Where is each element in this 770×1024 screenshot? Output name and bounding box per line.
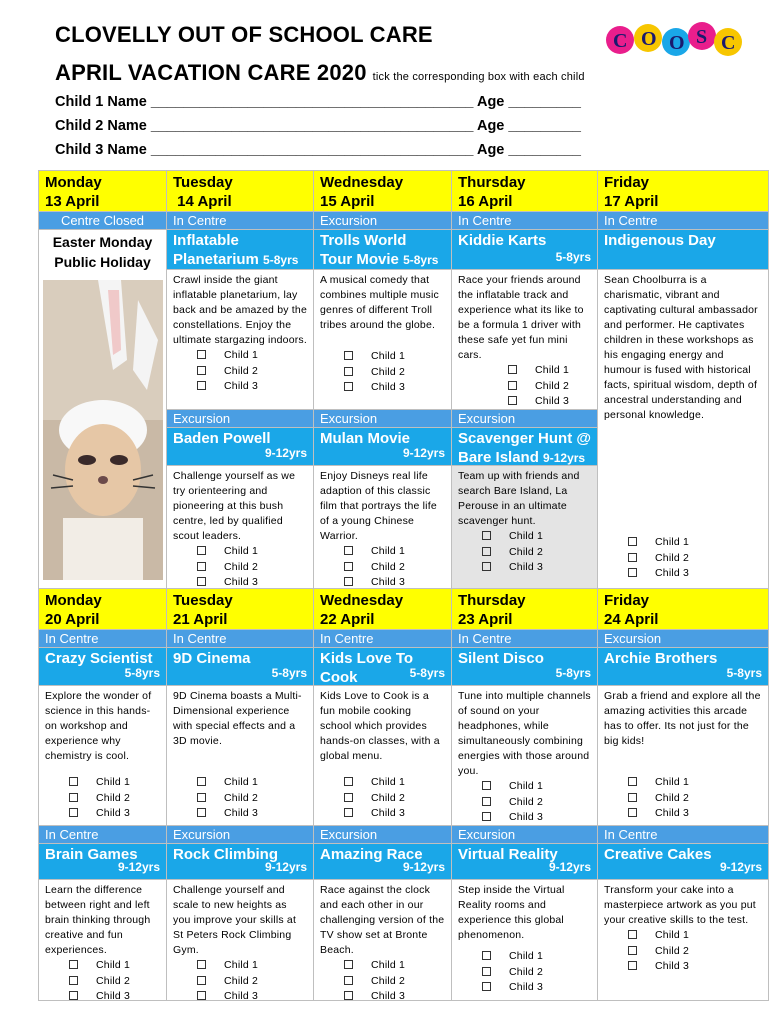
child-3-checkbox[interactable]: Child 3 — [69, 806, 160, 822]
activity-description: Race against the clock and each other in our challenging version of the TV show set at Bronte Beach. Child 1 Child 2 Child 3 — [314, 880, 452, 1001]
activity-title: Indigenous Day — [598, 230, 769, 270]
child-checkboxes — [604, 928, 762, 975]
status-tag: In Centre — [598, 212, 769, 230]
child-2-checkbox[interactable]: Child 2 — [482, 965, 591, 981]
status-tag: In Centre — [452, 212, 598, 230]
instruction-text: tick the corresponding box with each child — [372, 71, 585, 83]
activity-title: Virtual Reality 9-12yrs — [452, 844, 598, 880]
child-3-checkbox[interactable]: Child 3 — [197, 806, 307, 822]
child-2-checkbox[interactable]: Child 2 — [344, 791, 445, 807]
child-1-checkbox[interactable]: Child 1 — [197, 775, 307, 791]
activity-title: Amazing Race 9-12yrs — [314, 844, 452, 880]
child-checkboxes — [173, 958, 307, 1001]
svg-text:C: C — [721, 32, 736, 54]
activity-description: Transform your cake into a masterpiece artwork as you put your creative skills to the test. Child 1 Child 2 Child 3 — [598, 880, 769, 1001]
child-2-checkbox[interactable]: Child 2 — [197, 974, 307, 990]
child-3-checkbox[interactable]: Child 3 — [344, 989, 445, 1001]
status-tag: Centre Closed — [39, 212, 167, 230]
activity-title: Silent Disco 5-8yrs — [452, 648, 598, 686]
status-tag: Excursion — [452, 410, 598, 428]
child-photo — [43, 280, 163, 580]
child-3-checkbox[interactable]: Child 3 — [628, 959, 762, 975]
activity-description: Grab a friend and explore all the amazing activities this arcade has to offer. Its not just for the big kids! Child 1 Child 2 Child 3 — [598, 686, 769, 826]
child-checkboxes — [604, 535, 762, 582]
activity-title: Archie Brothers 5-8yrs — [598, 648, 769, 686]
child-1-checkbox[interactable]: Child 1 — [628, 775, 762, 791]
status-tag: In Centre — [452, 630, 598, 648]
status-tag: Excursion — [452, 826, 598, 844]
child-2-checkbox[interactable]: Child 2 — [344, 560, 445, 576]
child-1-checkbox[interactable]: Child 1 — [344, 775, 445, 791]
page-subtitle — [55, 60, 585, 86]
child-3-checkbox[interactable]: Child 3 — [628, 566, 762, 582]
status-tag: Excursion — [314, 826, 452, 844]
child-3-checkbox[interactable]: Child 3 — [197, 575, 307, 589]
child-2-checkbox[interactable]: Child 2 — [344, 974, 445, 990]
activity-title: Inflatable Planetarium 5-8yrs — [167, 230, 314, 270]
child-3-checkbox[interactable]: Child 3 — [344, 575, 445, 589]
child-1-checkbox[interactable]: Child 1 — [197, 958, 307, 974]
child-checkboxes — [173, 775, 307, 822]
child-checkboxes — [45, 775, 160, 822]
child-checkboxes — [45, 958, 160, 1001]
activity-title: Mulan Movie 9-12yrs — [314, 428, 452, 466]
status-tag: In Centre — [167, 212, 314, 230]
child-2-checkbox[interactable]: Child 2 — [197, 560, 307, 576]
child-2-checkbox[interactable]: Child 2 — [69, 974, 160, 990]
child-2-checkbox[interactable]: Child 2 — [197, 364, 307, 380]
child-3-checkbox[interactable]: Child 3 — [482, 560, 591, 576]
activity-description: Sean Choolburra is a charismatic, vibrant and captivating cultural ambassador and performer. He captivates children in these workshops as his engaging energy and humour is fused with historical facts, spiritual wisdom, depth of ancestral understanding and personal knowledge. Child 1 Child 2 Child 3 — [598, 270, 769, 589]
day-header: Wednesday 22 April — [314, 589, 452, 630]
activity-description: A musical comedy that combines multiple music genres of different Troll tribes around the globe. Child 1 Child 2 Child 3 — [314, 270, 452, 410]
child-1-checkbox[interactable]: Child 1 — [69, 775, 160, 791]
activity-title: Brain Games 9-12yrs — [39, 844, 167, 880]
child-3-checkbox[interactable]: Child 3 — [197, 379, 307, 395]
svg-text:O: O — [641, 28, 657, 50]
child-checkboxes — [320, 349, 445, 396]
status-tag: Excursion — [167, 826, 314, 844]
child-2-checkbox[interactable]: Child 2 — [628, 944, 762, 960]
child-checkboxes — [458, 949, 591, 996]
centre-closed-cell — [39, 230, 167, 589]
child-2-checkbox[interactable]: Child 2 — [628, 551, 762, 567]
child-1-checkbox[interactable]: Child 1 — [482, 779, 591, 795]
activity-title: Creative Cakes 9-12yrs — [598, 844, 769, 880]
day-header: Friday 17 April — [598, 171, 769, 212]
day-header: Wednesday 15 April — [314, 171, 452, 212]
activity-description: Race your friends around the inflatable track and experience what its like to be a formula 1 driver with these safe yet fun mini cars. Child 1 Child 2 Child 3 — [452, 270, 598, 410]
day-header: Tuesday 21 April — [167, 589, 314, 630]
schedule-grid — [38, 170, 769, 1001]
activity-description: Learn the difference between right and left brain thinking through creative and fun experiences. Child 1 Child 2 Child 3 — [39, 880, 167, 1001]
activity-description: Challenge yourself and scale to new heights as you improve your skills at St Peters Rock Climbing Gym. Child 1 Child 2 Child 3 — [167, 880, 314, 1001]
child-1-checkbox[interactable]: Child 1 — [344, 349, 445, 365]
activity-description: Crawl inside the giant inflatable planetarium, lay back and be amazed by the constellations. Enjoy the ultimate stargazing indoors. Child 1 Child 2 Child 3 — [167, 270, 314, 410]
child-checkboxes — [320, 775, 445, 822]
child-checkboxes — [173, 348, 307, 395]
activity-description: 9D Cinema boasts a Multi-Dimensional experience with special effects and a 3D movie. Child 1 Child 2 Child 3 — [167, 686, 314, 826]
child-3-checkbox[interactable]: Child 3 — [344, 380, 445, 396]
child-3-name-line[interactable]: Child 3 Name ________________________________________ Age _________ — [55, 142, 581, 158]
activity-title: Trolls World Tour Movie 5-8yrs — [314, 230, 452, 270]
child-3-checkbox[interactable]: Child 3 — [482, 980, 591, 996]
page-title: CLOVELLY OUT OF SCHOOL CARE — [55, 22, 433, 47]
child-checkboxes — [320, 958, 445, 1001]
activity-title: 9D Cinema 5-8yrs — [167, 648, 314, 686]
child-3-checkbox[interactable]: Child 3 — [344, 806, 445, 822]
day-header: Thursday 16 April — [452, 171, 598, 212]
child-1-checkbox[interactable]: Child 1 — [344, 958, 445, 974]
day-header: Monday 20 April — [39, 589, 167, 630]
child-1-checkbox[interactable]: Child 1 — [344, 544, 445, 560]
child-1-checkbox[interactable]: Child 1 — [628, 535, 762, 551]
child-2-checkbox[interactable]: Child 2 — [344, 365, 445, 381]
child-checkboxes — [604, 775, 762, 822]
coosc-logo — [604, 8, 744, 70]
child-checkboxes — [320, 544, 445, 589]
status-tag: In Centre — [314, 630, 452, 648]
child-2-checkbox[interactable]: Child 2 — [628, 791, 762, 807]
svg-text:O: O — [669, 32, 685, 54]
activity-description: Team up with friends and search Bare Island, La Perouse in an ultimate scavenger hunt. Child 1 Child 2 Child 3 — [452, 466, 598, 589]
activity-description: Step inside the Virtual Reality rooms and experience this global phenomenon. Child 1 Child 2 Child 3 — [452, 880, 598, 1001]
day-header: Tuesday 14 April — [167, 171, 314, 212]
vacation-title: APRIL VACATION CARE 2020 — [55, 60, 367, 85]
activity-title: Kiddie Karts 5-8yrs — [452, 230, 598, 270]
activity-description: Tune into multiple channels of sound on your headphones, while simultaneously combining energies with those around you. Child 1 Child 2 Child 3 — [452, 686, 598, 826]
child-3-checkbox[interactable]: Child 3 — [628, 806, 762, 822]
child-2-checkbox[interactable]: Child 2 — [482, 795, 591, 811]
child-3-checkbox[interactable]: Child 3 — [508, 394, 591, 410]
status-tag: Excursion — [314, 410, 452, 428]
status-tag: In Centre — [598, 826, 769, 844]
child-checkboxes — [458, 529, 591, 576]
easter-monday-text: Easter Monday Public Holiday — [52, 234, 153, 270]
child-2-checkbox[interactable]: Child 2 — [197, 791, 307, 807]
child-2-name-line[interactable]: Child 2 Name ________________________________________ Age _________ — [55, 118, 581, 134]
child-1-checkbox[interactable]: Child 1 — [482, 949, 591, 965]
status-tag: In Centre — [167, 630, 314, 648]
activity-description: Enjoy Disneys real life adaption of this classic film that portrays the life of a young Chinese Warrior. Child 1 Child 2 Child 3 — [314, 466, 452, 589]
svg-text:S: S — [696, 26, 708, 48]
child-3-checkbox[interactable]: Child 3 — [197, 989, 307, 1001]
child-3-checkbox[interactable]: Child 3 — [482, 810, 591, 826]
child-2-checkbox[interactable]: Child 2 — [482, 545, 591, 561]
child-checkboxes — [458, 363, 591, 410]
child-2-checkbox[interactable]: Child 2 — [508, 379, 591, 395]
status-tag: Excursion — [314, 212, 452, 230]
status-tag: Excursion — [167, 410, 314, 428]
child-1-checkbox[interactable]: Child 1 — [69, 958, 160, 974]
child-checkboxes — [173, 544, 307, 589]
activity-title: Kids Love To Cook 5-8yrs — [314, 648, 452, 686]
status-tag: Excursion — [598, 630, 769, 648]
day-header: Friday 24 April — [598, 589, 769, 630]
activity-title: Crazy Scientist 5-8yrs — [39, 648, 167, 686]
child-1-checkbox[interactable]: Child 1 — [628, 928, 762, 944]
activity-title: Scavenger Hunt @ Bare Island 9-12yrs — [452, 428, 598, 466]
child-1-checkbox[interactable]: Child 1 — [197, 348, 307, 364]
day-header: Thursday 23 April — [452, 589, 598, 630]
child-1-checkbox[interactable]: Child 1 — [508, 363, 591, 379]
child-checkboxes — [458, 779, 591, 826]
status-tag: In Centre — [39, 630, 167, 648]
activity-title: Baden Powell 9-12yrs — [167, 428, 314, 466]
activity-description: Explore the wonder of science in this hands-on workshop and experience why chemistry is cool. Child 1 Child 2 Child 3 — [39, 686, 167, 826]
activity-title: Rock Climbing 9-12yrs — [167, 844, 314, 880]
activity-description: Challenge yourself as we try orienteering and pioneering at this bush centre, led by qualified scout leaders. Child 1 Child 2 Child 3 — [167, 466, 314, 589]
activity-description: Kids Love to Cook is a fun mobile cooking school which provides hands-on classes, with a global menu. Child 1 Child 2 Child 3 — [314, 686, 452, 826]
child-1-name-line[interactable]: Child 1 Name ________________________________________ Age _________ — [55, 94, 581, 110]
day-header: Monday 13 April — [39, 171, 167, 212]
child-2-checkbox[interactable]: Child 2 — [69, 791, 160, 807]
child-3-checkbox[interactable]: Child 3 — [69, 989, 160, 1001]
svg-text:C: C — [613, 30, 628, 52]
child-1-checkbox[interactable]: Child 1 — [482, 529, 591, 545]
child-1-checkbox[interactable]: Child 1 — [197, 544, 307, 560]
status-tag: In Centre — [39, 826, 167, 844]
